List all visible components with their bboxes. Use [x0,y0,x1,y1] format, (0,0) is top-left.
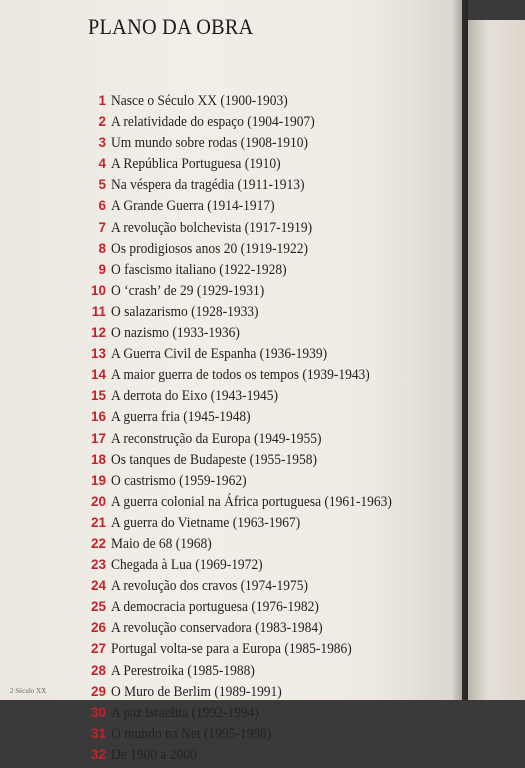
volume-number: 21 [90,514,106,530]
volume-number: 8 [98,240,106,256]
volume-number: 26 [90,620,106,636]
volume-number: 32 [90,746,106,762]
toc-entry [84,599,444,620]
volume-title: A revolução dos cravos (1974-1975) [111,578,308,595]
toc-entry [84,536,444,557]
volume-title: O Muro de Berlim (1989-1991) [111,683,282,700]
volume-title: A guerra do Vietname (1963-1967) [111,514,301,531]
volume-number: 5 [98,177,106,193]
volume-title: A relatividade do espaço (1904-1907) [111,114,315,131]
volume-title: A Perestroika (1985-1988) [111,662,255,679]
toc-entry [84,557,444,578]
toc-entry [84,262,444,283]
toc-entry [84,220,444,241]
toc-entry [84,641,444,662]
volume-title: A guerra colonial na África portuguesa (1961-1963) [111,493,392,510]
toc-entry [84,620,444,641]
table-of-contents [84,93,444,768]
volume-number: 30 [90,704,106,720]
volume-number: 1 [98,93,106,108]
toc-entry [84,515,444,536]
toc-entry [84,726,444,747]
volume-number: 28 [90,662,106,678]
volume-title: O mundo na Net (1995-1998) [111,725,272,742]
book-gutter [452,0,468,700]
volume-title: Na véspera da tragédia (1911-1913) [111,177,305,194]
volume-number: 10 [90,282,106,298]
volume-title: A revolução conservadora (1983-1984) [111,620,323,637]
volume-number: 27 [90,641,106,657]
volume-title: A democracia portuguesa (1976-1982) [111,599,319,616]
volume-number: 22 [90,535,106,551]
volume-number: 3 [98,135,106,151]
toc-entry [84,452,444,473]
page-title: PLANO DA OBRA [88,14,254,39]
volume-title: O ‘crash’ de 29 (1929-1931) [111,282,265,299]
toc-entry [84,409,444,430]
toc-entry [84,473,444,494]
volume-number: 9 [98,261,106,277]
volume-number: 29 [90,683,106,699]
volume-number: 23 [90,557,106,573]
volume-title: A guerra fria (1945-1948) [111,409,251,426]
toc-entry [84,388,444,409]
volume-title: Os tanques de Budapeste (1955-1958) [111,451,317,468]
volume-title: A derrota do Eixo (1943-1945) [111,388,279,405]
volume-title: Chegada à Lua (1969-1972) [111,557,263,574]
volume-number: 31 [90,725,106,741]
toc-entry [84,705,444,726]
volume-title: O fascismo italiano (1922-1928) [111,261,287,278]
volume-title: Os prodigiosos anos 20 (1919-1922) [111,240,309,257]
volume-title: Portugal volta-se para a Europa (1985-1986) [111,641,352,658]
toc-entry [84,114,444,135]
volume-number: 15 [90,388,106,404]
volume-title: Maio de 68 (1968) [111,535,212,552]
volume-number: 25 [90,599,106,615]
volume-number: 16 [90,409,106,425]
volume-title: Nasce o Século XX (1900-1903) [111,93,288,109]
volume-number: 11 [91,303,106,319]
volume-title: A maior guerra de todos os tempos (1939-1943) [111,367,370,384]
volume-number: 17 [90,430,106,446]
toc-entry [84,241,444,262]
volume-number: 24 [90,578,106,594]
facing-page-edge [468,20,525,700]
volume-title: O salazarismo (1928-1933) [111,303,259,320]
toc-entry [84,304,444,325]
toc-entry [84,747,444,768]
volume-number: 19 [90,472,106,488]
toc-entry [84,135,444,156]
volume-number: 14 [90,367,106,383]
toc-entry [84,663,444,684]
volume-number: 4 [98,156,106,172]
toc-entry [84,198,444,219]
volume-number: 2 [98,114,106,130]
toc-entry [84,156,444,177]
toc-entry [84,431,444,452]
toc-entry [84,177,444,198]
volume-number: 12 [90,325,106,341]
volume-title: A revolução bolchevista (1917-1919) [111,219,313,236]
toc-entry [84,325,444,346]
volume-title: A reconstrução da Europa (1949-1955) [111,430,322,447]
volume-title: A paz israelita (1992-1994) [111,704,259,721]
toc-entry [84,684,444,705]
volume-title: O castrismo (1959-1962) [111,472,247,489]
toc-entry [84,93,444,114]
toc-entry [84,578,444,599]
volume-title: De 1900 a 2000 [111,746,197,763]
volume-title: Um mundo sobre rodas (1908-1910) [111,135,309,152]
volume-title: A Guerra Civil de Espanha (1936-1939) [111,346,328,363]
page-footer: 2 Século XX [10,687,47,695]
volume-title: O nazismo (1933-1936) [111,325,240,342]
toc-entry [84,494,444,515]
volume-title: A Grande Guerra (1914-1917) [111,198,275,215]
toc-entry [84,283,444,304]
toc-entry [84,346,444,367]
volume-number: 7 [98,219,106,235]
volume-number: 13 [90,346,106,362]
toc-entry [84,367,444,388]
volume-number: 20 [90,493,106,509]
volume-number: 18 [90,451,106,467]
volume-title: A República Portuguesa (1910) [111,156,281,173]
volume-number: 6 [98,198,106,214]
